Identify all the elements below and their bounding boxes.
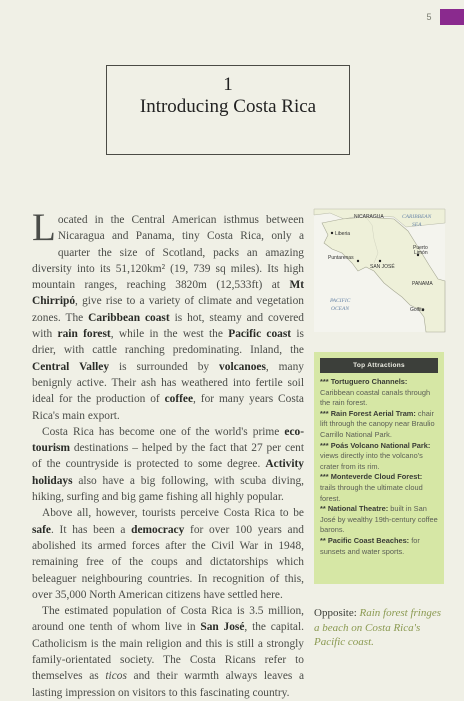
emphasis-term: Central Valley xyxy=(32,360,110,373)
text-run: destinations – helped by the fact that 27 per cent of the countryside is protected to some degree. xyxy=(32,442,304,471)
attraction-stars: *** xyxy=(320,440,331,450)
attraction-name: Poás Volcano National Park: xyxy=(330,440,431,450)
top-attractions-header: Top Attractions xyxy=(320,358,438,373)
chapter-number: 1 xyxy=(223,74,233,95)
attraction-name: National Theatre: xyxy=(327,504,391,514)
map-label-panama: PANAMA xyxy=(412,281,433,287)
text-run: ocated in the Central American isthmus between Nicaragua and Panama, tiny Costa Rica, only a quarter the size of Scotland, packs an amazing diversity into its 51,120km² (19, 739 sq miles). Its high mountain ranges, reaching 3820m (12,533ft) at xyxy=(32,214,304,292)
map-label-liberia: Liberia xyxy=(335,231,351,237)
map-label-pacific: PACIFIC xyxy=(330,298,351,304)
emphasis-term: safe xyxy=(32,523,51,536)
emphasis-term: Mt Chirripó xyxy=(32,279,304,308)
top-attractions-box xyxy=(314,352,444,584)
attraction-item xyxy=(320,441,438,473)
attraction-description: chair lift through the canopy near Braulio Carrillo National Park. xyxy=(320,408,435,439)
map-label-golfito: Golfito xyxy=(410,307,425,313)
text-run: . It has been a xyxy=(50,523,132,536)
text-run: , the capital. Catholicism is the main religion and this is still a strongly family-orientated society. The Costa Ricans refer to themselves as xyxy=(32,621,304,683)
body-paragraph xyxy=(32,603,304,701)
body-paragraph xyxy=(32,424,304,505)
text-run: Costa Rica has become one of the world's prime xyxy=(42,425,285,438)
map-label-nicaragua: NICARAGUA xyxy=(354,214,384,220)
text-run: Above all, however, tourists perceive Costa Rica to be xyxy=(42,507,304,520)
text-run: is hot, steamy and covered with xyxy=(32,311,305,341)
map-label-puerto: Puerto xyxy=(413,245,428,251)
page-number: 5 xyxy=(426,12,432,22)
attraction-description: for sunsets and water sports. xyxy=(320,535,420,556)
attraction-item xyxy=(320,472,438,504)
attraction-description: trails through the ultimate cloud forest. xyxy=(320,482,423,503)
attraction-stars: ** xyxy=(320,504,328,514)
caption-text: Rain forest fringes a beach on Costa Rica's Pacific coast. xyxy=(314,607,442,648)
text-run: The estimated population of Costa Rica is 3.5 million, around one tenth of whom live in xyxy=(32,605,304,634)
emphasis-term: democracy xyxy=(131,523,185,536)
map-label-caribbean: CARIBBEAN xyxy=(402,214,432,220)
emphasis-term: volcanoes xyxy=(219,360,266,373)
attraction-item xyxy=(320,504,438,536)
attraction-name: Rain Forest Aerial Tram: xyxy=(330,408,418,418)
attractions-list xyxy=(320,377,438,557)
photo-caption xyxy=(314,606,444,650)
emphasis-term: Pacific coast xyxy=(228,328,292,341)
map-graphic xyxy=(314,209,445,332)
caption-label: Opposite: xyxy=(314,607,357,619)
emphasis-term: eco-tourism xyxy=(32,425,304,455)
emphasis-term: San José xyxy=(200,621,245,634)
map-label-limon: Limón xyxy=(414,250,428,256)
body-text xyxy=(32,206,305,701)
drop-cap: L xyxy=(32,206,56,249)
emphasis-term: Caribbean coast xyxy=(88,311,170,324)
emphasis-term: rain forest xyxy=(57,328,111,341)
text-run: , many benignly active. Their ash has weathered into fertile soil ideal for the production of xyxy=(32,360,304,406)
text-run: , while in the west the xyxy=(110,328,229,341)
map-label-san-jose: SAN JOSÉ xyxy=(370,264,395,270)
attraction-item xyxy=(320,377,438,409)
text-run: is surrounded by xyxy=(109,360,220,373)
emphasis-term: coffee xyxy=(164,393,194,406)
chapter-heading-box xyxy=(106,65,350,155)
attraction-item xyxy=(320,536,438,557)
attraction-stars: *** xyxy=(320,472,331,482)
attraction-description: Caribbean coastal canals through the rain forest. xyxy=(320,387,431,408)
attraction-name: Pacific Coast Beaches: xyxy=(327,535,412,545)
attraction-stars: *** xyxy=(320,408,331,418)
page-tab-marker xyxy=(440,9,464,25)
attraction-item xyxy=(320,409,438,441)
chapter-title: Introducing Costa Rica xyxy=(139,96,317,117)
attraction-stars: *** xyxy=(320,377,331,386)
text-run: and their warmth always leaves a lasting impression on visitors to this fascinating country. xyxy=(32,670,304,699)
map-label-puntarenas: Puntarenas xyxy=(328,255,354,261)
emphasis-term: Activity holidays xyxy=(32,458,304,487)
map-label-sea: SEA xyxy=(412,222,422,228)
attraction-stars: ** xyxy=(320,535,328,545)
text-run: is drier, with cattle ranching predominating. Inland, the xyxy=(32,328,304,357)
body-paragraph xyxy=(32,505,304,603)
map-label-ocean: OCEAN xyxy=(331,306,350,312)
text-run: also have a big following, with scuba diving, hiking, surfing and big game fishing all highly popular. xyxy=(32,474,304,504)
text-run: for over 100 years and abolished its armed forces after the Civil War in 1948, remaining free of the coups and dictatorships which beleaguer neighbouring countries. In recognition of this, over 35,000 North American citizens have settled here. xyxy=(32,523,304,601)
attraction-name: Monteverde Cloud Forest: xyxy=(330,472,423,482)
attraction-description: views directly into the volcano's crater from its rim. xyxy=(320,451,423,471)
italic-term: ticos xyxy=(105,670,127,683)
attraction-description: built in San José by wealthy 19th-century coffee barons. xyxy=(320,504,438,535)
costa-rica-map xyxy=(314,209,445,332)
attraction-name: Tortuguero Channels: xyxy=(330,377,408,386)
body-paragraph xyxy=(32,206,305,424)
text-run: , for many years Costa Rica's main export. xyxy=(32,393,304,422)
text-run: , give rise to a variety of climate and vegetation zones. The xyxy=(32,295,304,324)
